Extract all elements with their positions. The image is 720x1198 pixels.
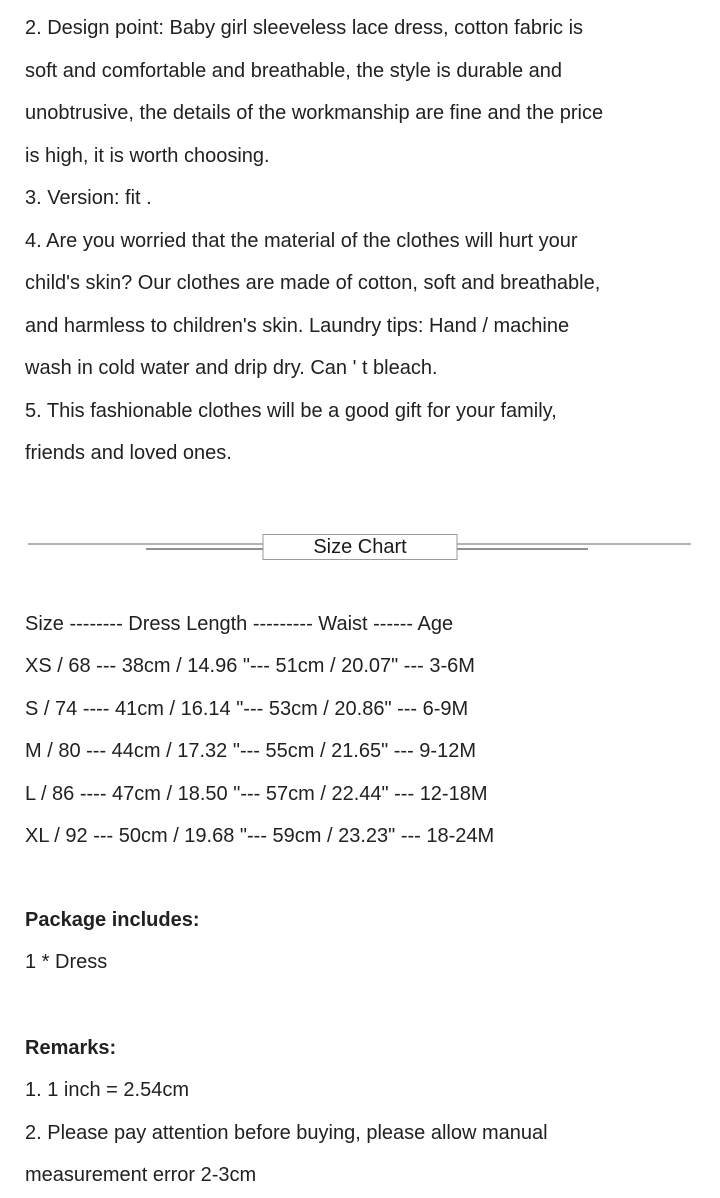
description-line: friends and loved ones. xyxy=(25,442,232,464)
size-table-row: XS / 68 --- 38cm / 14.96 "--- 51cm / 20.07" --- 3-6M xyxy=(25,655,475,677)
description-line: 2. Design point: Baby girl sleeveless lace dress, cotton fabric is xyxy=(25,17,584,39)
description-line: child's skin? Our clothes are made of cotton, soft and breathable, xyxy=(25,272,601,294)
size-chart-divider xyxy=(0,534,720,560)
size-table-header: Size -------- Dress Length --------- Waist ------ Age xyxy=(25,612,454,635)
size-table-row: M / 80 --- 44cm / 17.32 "--- 55cm / 21.65" --- 9-12M xyxy=(25,740,476,762)
size-table-row: XL / 92 --- 50cm / 19.68 "--- 59cm / 23.23" --- 18-24M xyxy=(25,825,495,847)
description-line: wash in cold water and drip dry. Can ' t bleach. xyxy=(25,357,438,379)
remarks-section xyxy=(0,1027,720,1197)
remarks-line: 1. 1 inch = 2.54cm xyxy=(25,1079,189,1101)
description-line: is high, it is worth choosing. xyxy=(25,144,270,167)
size-chart-table xyxy=(0,603,720,858)
package-heading: Package includes: xyxy=(25,908,200,931)
remarks-line: 2. Please pay attention before buying, please allow manual xyxy=(25,1121,548,1144)
size-table-row: S / 74 ---- 41cm / 16.14 "--- 53cm / 20.86" --- 6-9M xyxy=(25,697,469,720)
description-line: 4. Are you worried that the material of the clothes will hurt your xyxy=(25,229,578,252)
size-table-row: L / 86 ---- 47cm / 18.50 "--- 57cm / 22.44" --- 12-18M xyxy=(25,782,488,805)
description-line: 3. Version: fit . xyxy=(25,187,152,209)
package-item: 1 * Dress xyxy=(25,951,108,973)
remarks-line: measurement error 2-3cm xyxy=(25,1164,257,1186)
description-line: soft and comfortable and breathable, the style is durable and xyxy=(25,59,563,82)
product-description xyxy=(0,0,720,475)
description-line: 5. This fashionable clothes will be a good gift for your family, xyxy=(25,399,557,422)
description-line: unobtrusive, the details of the workmanship are fine and the price xyxy=(25,102,604,124)
description-line: and harmless to children's skin. Laundry tips: Hand / machine xyxy=(25,314,570,337)
size-chart-title-box xyxy=(263,534,458,560)
size-chart-title: Size Chart xyxy=(313,535,407,558)
remarks-heading: Remarks: xyxy=(25,1036,117,1059)
package-section xyxy=(0,899,720,984)
